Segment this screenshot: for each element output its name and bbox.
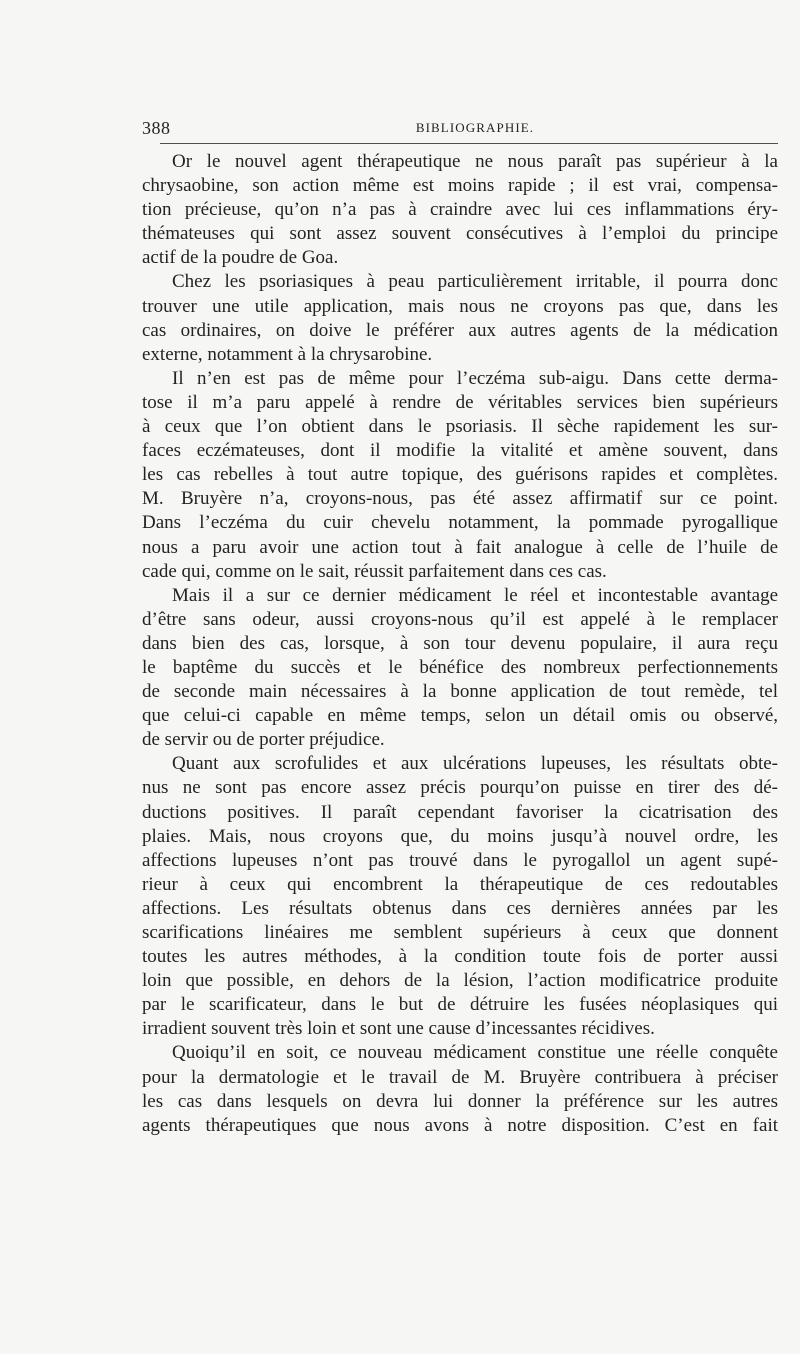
paragraph bbox=[142, 1041, 778, 1137]
text-line: Quoiqu’il en soit, ce nouveau médicament constitue une réelle conquête bbox=[172, 1042, 778, 1064]
paragraph bbox=[142, 752, 778, 1041]
text-line: thémateuses qui sont assez souvent consécutives à l’emploi du principe bbox=[142, 223, 778, 245]
text-line: de seconde main nécessaires à la bonne application de tout remède, tel bbox=[142, 681, 778, 703]
paragraph bbox=[142, 367, 778, 584]
text-line: pour la dermatologie et le travail de M. Bruyère contribuera à préciser bbox=[142, 1066, 778, 1088]
text-line: faces eczémateuses, dont il modifie la vitalité et amène souvent, dans bbox=[142, 440, 778, 462]
text-line: Or le nouvel agent thérapeutique ne nous paraît pas supérieur à la bbox=[172, 151, 778, 172]
text-line: affections. Les résultats obtenus dans ces dernières années par les bbox=[142, 897, 778, 919]
text-line: tion précieuse, qu’on n’a pas à craindre avec lui ces inflammations éry- bbox=[142, 199, 778, 221]
text-line: nus ne sont pas encore assez précis pourqu’on puisse en tirer des dé- bbox=[142, 777, 778, 799]
paragraph bbox=[142, 584, 778, 753]
text-line: rieur à ceux qui encombrent la thérapeutique de ces redoutables bbox=[142, 873, 778, 895]
text-line: toutes les autres méthodes, à la condition toute fois de porter aussi bbox=[142, 946, 778, 968]
text-line: loin que possible, en dehors de la lésion, l’action modificatrice produite bbox=[142, 970, 778, 992]
text-line: par le scarificateur, dans le but de détruire les fusées néoplasiques qui bbox=[142, 994, 778, 1016]
text-line: de servir ou de porter préjudice. bbox=[142, 729, 385, 751]
text-line: M. Bruyère n’a, croyons-nous, pas été assez affirmatif sur ce point. bbox=[142, 488, 778, 510]
text-line: externe, notamment à la chrysarobine. bbox=[142, 343, 433, 365]
running-head: BIBLIOGRAPHIE. bbox=[415, 120, 535, 135]
text-line: dans bien des cas, lorsque, à son tour devenu populaire, il aura reçu bbox=[142, 632, 778, 654]
text-line: à ceux que l’on obtient dans le psoriasis. Il sèche rapidement les sur- bbox=[142, 416, 778, 438]
text-line: d’être sans odeur, aussi croyons-nous qu’il est appelé à le remplacer bbox=[142, 608, 778, 630]
text-line: le baptême du succès et le bénéfice des nombreux perfectionnements bbox=[142, 656, 778, 678]
text-line: les cas rebelles à tout autre topique, des guérisons rapides et complètes. bbox=[142, 464, 778, 486]
text-line: affections lupeuses n’ont pas trouvé dans le pyrogallol un agent supé- bbox=[142, 849, 778, 871]
text-line: ductions positives. Il paraît cependant favoriser la cicatrisation des bbox=[142, 801, 778, 823]
text-line: Mais il a sur ce dernier médicament le réel et incontestable avantage bbox=[172, 584, 778, 606]
text-line: que celui-ci capable en même temps, selon un détail omis ou observé, bbox=[142, 705, 778, 727]
text-line: les cas dans lesquels on devra lui donner la préférence sur les autres bbox=[142, 1090, 778, 1112]
text-line: plaies. Mais, nous croyons que, du moins jusqu’à nouvel ordre, les bbox=[142, 825, 778, 847]
text-line: trouver une utile application, mais nous ne croyons pas que, dans les bbox=[142, 295, 778, 317]
text-line: agents thérapeutiques que nous avons à notre disposition. C’est en fait bbox=[142, 1114, 778, 1136]
text-line: Chez les psoriasiques à peau particulièrement irritable, il pourra donc bbox=[172, 271, 778, 293]
text-line: cas ordinaires, on doive le préférer aux autres agents de la médication bbox=[142, 319, 778, 341]
text-line: nous a paru avoir une action tout à fait analogue à celle de l’huile de bbox=[142, 536, 778, 558]
paragraph bbox=[142, 150, 778, 270]
text-line: irradient souvent très loin et sont une cause d’incessantes récidives. bbox=[142, 1018, 655, 1040]
text-line: actif de la poudre de Goa. bbox=[142, 247, 339, 269]
page-number: 388 bbox=[142, 118, 171, 138]
text-line: cade qui, comme on le sait, réussit parfaitement dans ces cas. bbox=[142, 560, 607, 582]
body-text bbox=[142, 150, 778, 1138]
text-line: Dans l’eczéma du cuir chevelu notamment, la pommade pyrogallique bbox=[142, 512, 778, 534]
text-line: Quant aux scrofulides et aux ulcérations lupeuses, les résultats obte- bbox=[172, 753, 778, 775]
paragraph bbox=[142, 270, 778, 366]
text-line: tose il m’a paru appelé à rendre de véritables services bien supérieurs bbox=[142, 391, 778, 413]
text-line: chrysaobine, son action même est moins rapide ; il est vrai, compensa- bbox=[142, 175, 778, 197]
header-rule bbox=[160, 143, 778, 144]
text-line: scarifications linéaires me semblent supérieurs à ceux que donnent bbox=[142, 922, 778, 943]
text-line: Il n’en est pas de même pour l’eczéma sub-aigu. Dans cette derma- bbox=[172, 367, 778, 389]
